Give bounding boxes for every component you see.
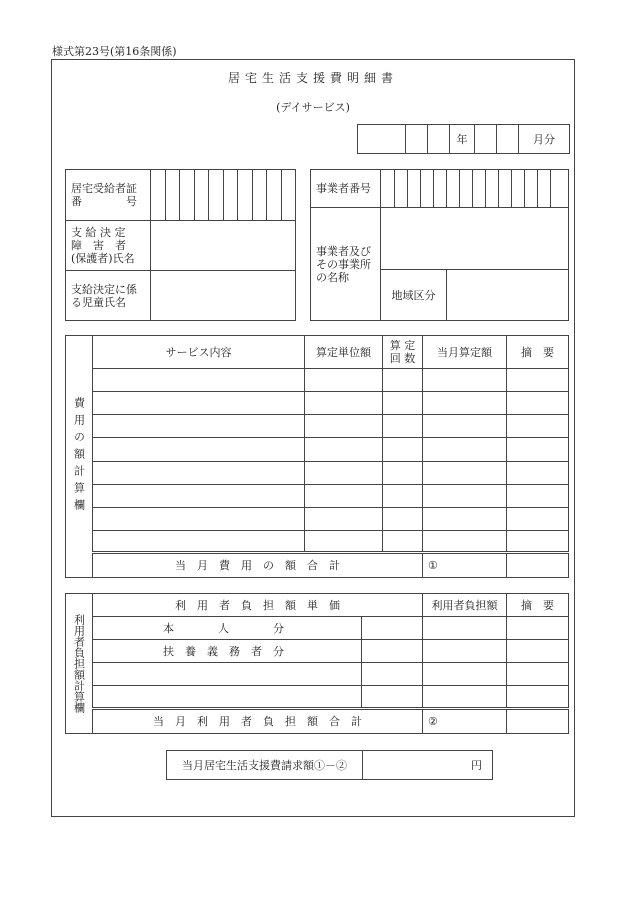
form-subtitle: (デイサービス) <box>276 101 350 114</box>
burden-total-mark: ② <box>423 709 507 734</box>
burden-side-label: 利用者負担額計算欄 <box>66 594 93 734</box>
cert-digit[interactable] <box>238 170 253 221</box>
month-digit-cell[interactable] <box>497 125 519 154</box>
provider-name-field[interactable] <box>381 208 569 270</box>
cert-digit[interactable] <box>281 170 296 221</box>
cert-digit[interactable] <box>151 170 166 221</box>
provider-digit[interactable] <box>525 170 538 208</box>
provider-digit[interactable] <box>381 170 395 208</box>
region-field[interactable] <box>447 270 569 321</box>
month-amount-header: 当月算定額 <box>423 336 507 369</box>
table-row[interactable] <box>66 663 569 686</box>
table-row[interactable] <box>66 686 569 709</box>
provider-digit[interactable] <box>408 170 421 208</box>
claim-amount-field[interactable] <box>363 751 493 780</box>
cert-digit[interactable] <box>209 170 224 221</box>
decided-person-label: 支 給 決 定 障 害 者 (保護者)氏名 <box>66 221 151 271</box>
table-row[interactable] <box>66 438 569 461</box>
region-label: 地域区分 <box>381 270 447 321</box>
burden-total-remarks[interactable] <box>507 709 569 734</box>
child-name-label: 支給決定に係 る児童氏名 <box>66 271 151 321</box>
table-row[interactable] <box>66 392 569 415</box>
decided-person-field[interactable] <box>151 221 296 271</box>
table-row[interactable] <box>66 484 569 507</box>
provider-digit[interactable] <box>499 170 512 208</box>
cost-total-remarks[interactable] <box>507 552 569 577</box>
cert-no-label: 居宅受給者証 番 号 <box>66 170 151 221</box>
burden-unit-header: 利 用 者 負 担 額 単 価 <box>93 594 423 617</box>
provider-digit[interactable] <box>421 170 434 208</box>
provider-digit[interactable] <box>551 170 569 208</box>
cost-total-label: 当 月 費 用 の 額 合 計 <box>93 552 423 577</box>
provider-name-label: 事業者及び その事業所 の名称 <box>311 208 381 321</box>
unit-price-header: 算定単位額 <box>305 336 383 369</box>
table-row[interactable] <box>66 415 569 438</box>
remarks-header: 摘 要 <box>507 336 569 369</box>
form-title: 居宅生活支援費明細書 <box>227 71 398 85</box>
table-row[interactable] <box>66 530 569 552</box>
claim-unit: 円 <box>471 758 482 772</box>
table-row[interactable] <box>66 369 569 392</box>
form-number: 様式第23号(第16条関係) <box>52 45 177 58</box>
month-label: 月分 <box>519 125 570 154</box>
self-label: 本 人 分 <box>93 617 362 640</box>
cost-table <box>65 335 569 578</box>
table-row[interactable] <box>66 507 569 530</box>
claim-label: 当月居宅生活支援費請求額①－② <box>167 751 363 780</box>
cert-digit[interactable] <box>165 170 180 221</box>
dependent-label: 扶 養 義 務 者 分 <box>93 640 362 663</box>
date-cell[interactable] <box>358 125 406 154</box>
provider-no-label: 事業者番号 <box>311 170 381 208</box>
table-row[interactable] <box>66 461 569 484</box>
burden-total-label: 当 月 利 用 者 負 担 額 合 計 <box>93 709 423 734</box>
cert-digit[interactable] <box>252 170 267 221</box>
child-name-field[interactable] <box>151 271 296 321</box>
provider-digit[interactable] <box>512 170 525 208</box>
provider-box <box>310 169 569 321</box>
cert-digit[interactable] <box>194 170 209 221</box>
year-label: 年 <box>450 125 475 154</box>
table-row[interactable] <box>66 617 569 640</box>
burden-remarks-header: 摘 要 <box>507 594 569 617</box>
provider-digit[interactable] <box>473 170 486 208</box>
burden-amount-header: 利用者負担額 <box>423 594 507 617</box>
cost-total-mark: ① <box>423 552 507 577</box>
table-row[interactable] <box>66 640 569 663</box>
provider-digit[interactable] <box>395 170 408 208</box>
provider-digit[interactable] <box>434 170 447 208</box>
provider-digit[interactable] <box>460 170 473 208</box>
cert-digit[interactable] <box>267 170 282 221</box>
year-digit-cell[interactable] <box>406 125 428 154</box>
cert-digit[interactable] <box>180 170 195 221</box>
provider-digit[interactable] <box>486 170 499 208</box>
month-digit-cell[interactable] <box>475 125 497 154</box>
provider-digit[interactable] <box>538 170 551 208</box>
service-header: サービス内容 <box>93 336 305 369</box>
date-box <box>357 124 570 154</box>
year-digit-cell[interactable] <box>428 125 450 154</box>
cert-digit[interactable] <box>223 170 238 221</box>
claim-box <box>166 750 493 780</box>
provider-digit[interactable] <box>447 170 460 208</box>
cost-side-label: 費用の額計算欄 <box>66 336 93 578</box>
count-header: 算 定 回 数 <box>383 336 423 369</box>
burden-table <box>65 593 569 734</box>
recipient-box <box>65 169 296 321</box>
